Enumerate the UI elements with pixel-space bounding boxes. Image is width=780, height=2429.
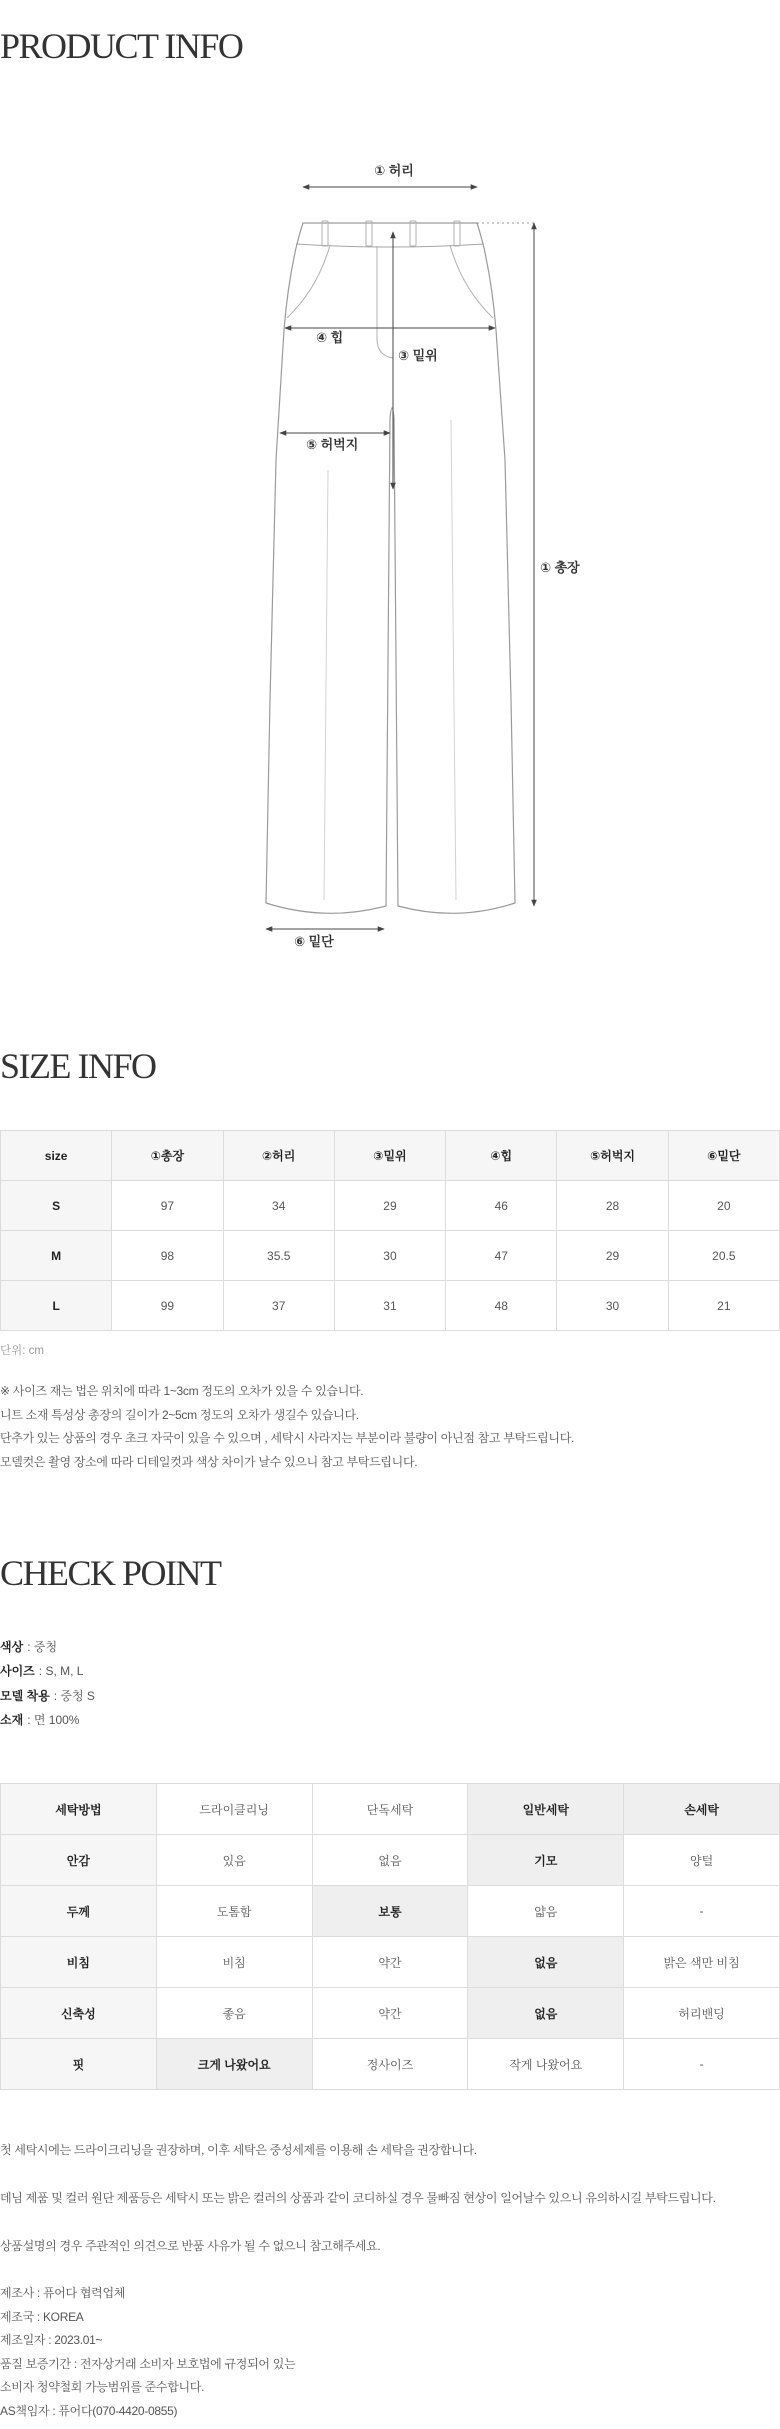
spec-row-material <box>0 1708 780 1732</box>
size-table-cell: 47 <box>446 1231 557 1281</box>
check-option-cell: 단독세탁 <box>312 1784 468 1835</box>
check-option-cell: 없음 <box>312 1835 468 1886</box>
size-table-cell: 29 <box>557 1231 668 1281</box>
size-table-cell: 30 <box>334 1231 445 1281</box>
size-table-header-cell: ④힙 <box>446 1131 557 1181</box>
check-option-cell: 약간 <box>312 1937 468 1988</box>
check-label-cell: 세탁방법 <box>1 1784 157 1835</box>
size-table-cell: 28 <box>557 1181 668 1231</box>
size-table-cell: 97 <box>112 1181 223 1231</box>
hem-label: ⑥ 밑단 <box>294 934 334 949</box>
check-option-cell: 없음 <box>468 1988 624 2039</box>
size-table-cell: 46 <box>446 1181 557 1231</box>
size-table-row <box>1 1181 780 1231</box>
check-option-cell: 손세탁 <box>624 1784 780 1835</box>
manufacturer-line: 제조일자 : 2023.01~ <box>0 2333 103 2348</box>
check-option-cell: 작게 나왔어요 <box>468 2039 624 2090</box>
manufacturer-line: AS책임자 : 퓨어다(070-4420-0855) <box>0 2403 178 2418</box>
check-option-cell: - <box>624 2039 780 2090</box>
check-point-title: CHECK POINT <box>0 1553 221 1593</box>
spec-row-model-wear <box>0 1684 780 1708</box>
check-row-washing <box>1 1784 780 1835</box>
check-option-cell: 얇음 <box>468 1886 624 1937</box>
size-table-header-cell: size <box>1 1131 112 1181</box>
size-table-cell: 20 <box>668 1181 779 1231</box>
manufacturer-line: 제조국 : KOREA <box>0 2309 84 2324</box>
check-option-cell: 드라이클리닝 <box>156 1784 312 1835</box>
spec-value: : 면 100% <box>27 1712 80 1727</box>
check-option-cell: 보통 <box>312 1886 468 1937</box>
hip-label: ④ 힙 <box>316 330 344 345</box>
size-table-header-cell: ③밑위 <box>334 1131 445 1181</box>
check-row-fit <box>1 2039 780 2090</box>
size-label-cell: L <box>1 1281 112 1331</box>
check-label-cell: 안감 <box>1 1835 157 1886</box>
spec-value: : S, M, L <box>38 1664 84 1679</box>
check-option-cell: 비침 <box>156 1937 312 1988</box>
size-table-header-row <box>1 1131 780 1181</box>
check-label-cell: 두께 <box>1 1886 157 1937</box>
care-notice: 상품설명의 경우 주관적인 의견으로 반품 사유가 될 수 없으니 참고해주세요. <box>0 2239 381 2253</box>
manufacturer-line: 품질 보증기간 : 전자상거래 소비자 보호법에 규정되어 있는 <box>0 2356 296 2371</box>
total-length-label: ① 총장 <box>540 560 580 575</box>
size-note: 모델컷은 촬영 장소에 따라 디테일컷과 색상 차이가 날수 있으니 참고 부탁드립니다. <box>0 1455 418 1470</box>
spec-label: 소재 <box>0 1712 24 1727</box>
size-info-title: SIZE INFO <box>0 1046 156 1086</box>
spec-label: 모델 착용 <box>0 1688 50 1703</box>
size-table-row <box>1 1281 780 1331</box>
size-label-cell: S <box>1 1181 112 1231</box>
size-table-header-cell: ⑤허벅지 <box>557 1131 668 1181</box>
size-table-header-cell: ⑥밑단 <box>668 1131 779 1181</box>
check-option-cell: 있음 <box>156 1835 312 1886</box>
check-point-table <box>0 1783 780 2090</box>
size-note: 니트 소재 특성상 총장의 길이가 2~5cm 정도의 오차가 생길수 있습니다. <box>0 1407 359 1422</box>
care-notice: 첫 세탁시에는 드라이크리닝을 권장하며, 이후 세탁은 중성세제를 이용해 손 세탁을 권장합니다. <box>0 2143 477 2157</box>
check-option-cell: 정사이즈 <box>312 2039 468 2090</box>
check-option-cell: 도톰함 <box>156 1886 312 1937</box>
spec-value: : 중청 <box>27 1640 58 1654</box>
check-option-cell: 양털 <box>624 1835 780 1886</box>
size-table-cell: 34 <box>223 1181 334 1231</box>
size-unit-note: 단위: cm <box>0 1345 44 1357</box>
check-option-cell: - <box>624 1886 780 1937</box>
size-table-cell: 98 <box>112 1231 223 1281</box>
check-option-cell: 기모 <box>468 1835 624 1886</box>
manufacturer-line: 소비자 청약철회 가능범위를 준수합니다. <box>0 2380 205 2395</box>
check-option-cell: 없음 <box>468 1937 624 1988</box>
size-table-cell: 37 <box>223 1281 334 1331</box>
check-label-cell: 비침 <box>1 1937 157 1988</box>
check-option-cell: 일반세탁 <box>468 1784 624 1835</box>
care-and-manufacturer-info <box>0 2138 780 2424</box>
size-note: ※ 사이즈 재는 법은 위치에 따라 1~3cm 정도의 오차가 있을 수 있습니다. <box>0 1384 364 1398</box>
check-option-cell: 약간 <box>312 1988 468 2039</box>
size-table-cell: 48 <box>446 1281 557 1331</box>
check-option-cell: 허리밴딩 <box>624 1988 780 2039</box>
size-table-cell: 35.5 <box>223 1231 334 1281</box>
check-option-cell: 밝은 색만 비침 <box>624 1937 780 1988</box>
product-specs <box>0 1635 780 1732</box>
pants-outline <box>266 223 515 913</box>
size-table-cell: 21 <box>668 1281 779 1331</box>
rise-label: ③ 밑위 <box>398 348 438 363</box>
size-table-header-cell: ①총장 <box>112 1131 223 1181</box>
size-table-cell: 20.5 <box>668 1231 779 1281</box>
size-note: 단추가 있는 상품의 경우 초크 자국이 있을 수 있으며 , 세탁시 사라지는 부분이라 불량이 아닌점 참고 부탁드립니다. <box>0 1431 575 1446</box>
check-label-cell: 핏 <box>1 2039 157 2090</box>
check-label-cell: 신축성 <box>1 1988 157 2039</box>
size-table-header-cell: ②허리 <box>223 1131 334 1181</box>
product-info-title: PRODUCT INFO <box>0 26 243 66</box>
check-row-lining <box>1 1835 780 1886</box>
check-row-thickness <box>1 1886 780 1937</box>
size-table-cell: 29 <box>334 1181 445 1231</box>
spec-row-color <box>0 1635 780 1659</box>
check-row-sheerness <box>1 1937 780 1988</box>
manufacturer-line: 제조사 : 퓨어다 협력업체 <box>0 2286 126 2300</box>
size-table-cell: 99 <box>112 1281 223 1331</box>
check-option-cell: 좋음 <box>156 1988 312 2039</box>
size-table-cell: 30 <box>557 1281 668 1331</box>
check-option-cell: 크게 나왔어요 <box>156 2039 312 2090</box>
spec-label: 색상 <box>0 1640 24 1654</box>
size-notes <box>0 1380 780 1475</box>
size-table <box>0 1130 780 1331</box>
size-table-row <box>1 1231 780 1281</box>
size-table-cell: 31 <box>334 1281 445 1331</box>
thigh-label: ⑤ 허벅지 <box>306 437 359 452</box>
care-notice: 데님 제품 및 컬러 원단 제품등은 세탁시 또는 밝은 컬러의 상품과 같이 코디하실 경우 물빠짐 현상이 일어날수 있으니 유의하시길 부탁드립니다. <box>0 2191 716 2205</box>
pants-measurement-diagram <box>0 0 780 980</box>
size-label-cell: M <box>1 1231 112 1281</box>
spec-value: : 중청 S <box>53 1688 95 1703</box>
waist-label: ① 허리 <box>374 163 414 178</box>
spec-label: 사이즈 <box>0 1664 35 1679</box>
check-row-stretch <box>1 1988 780 2039</box>
spec-row-size <box>0 1659 780 1683</box>
